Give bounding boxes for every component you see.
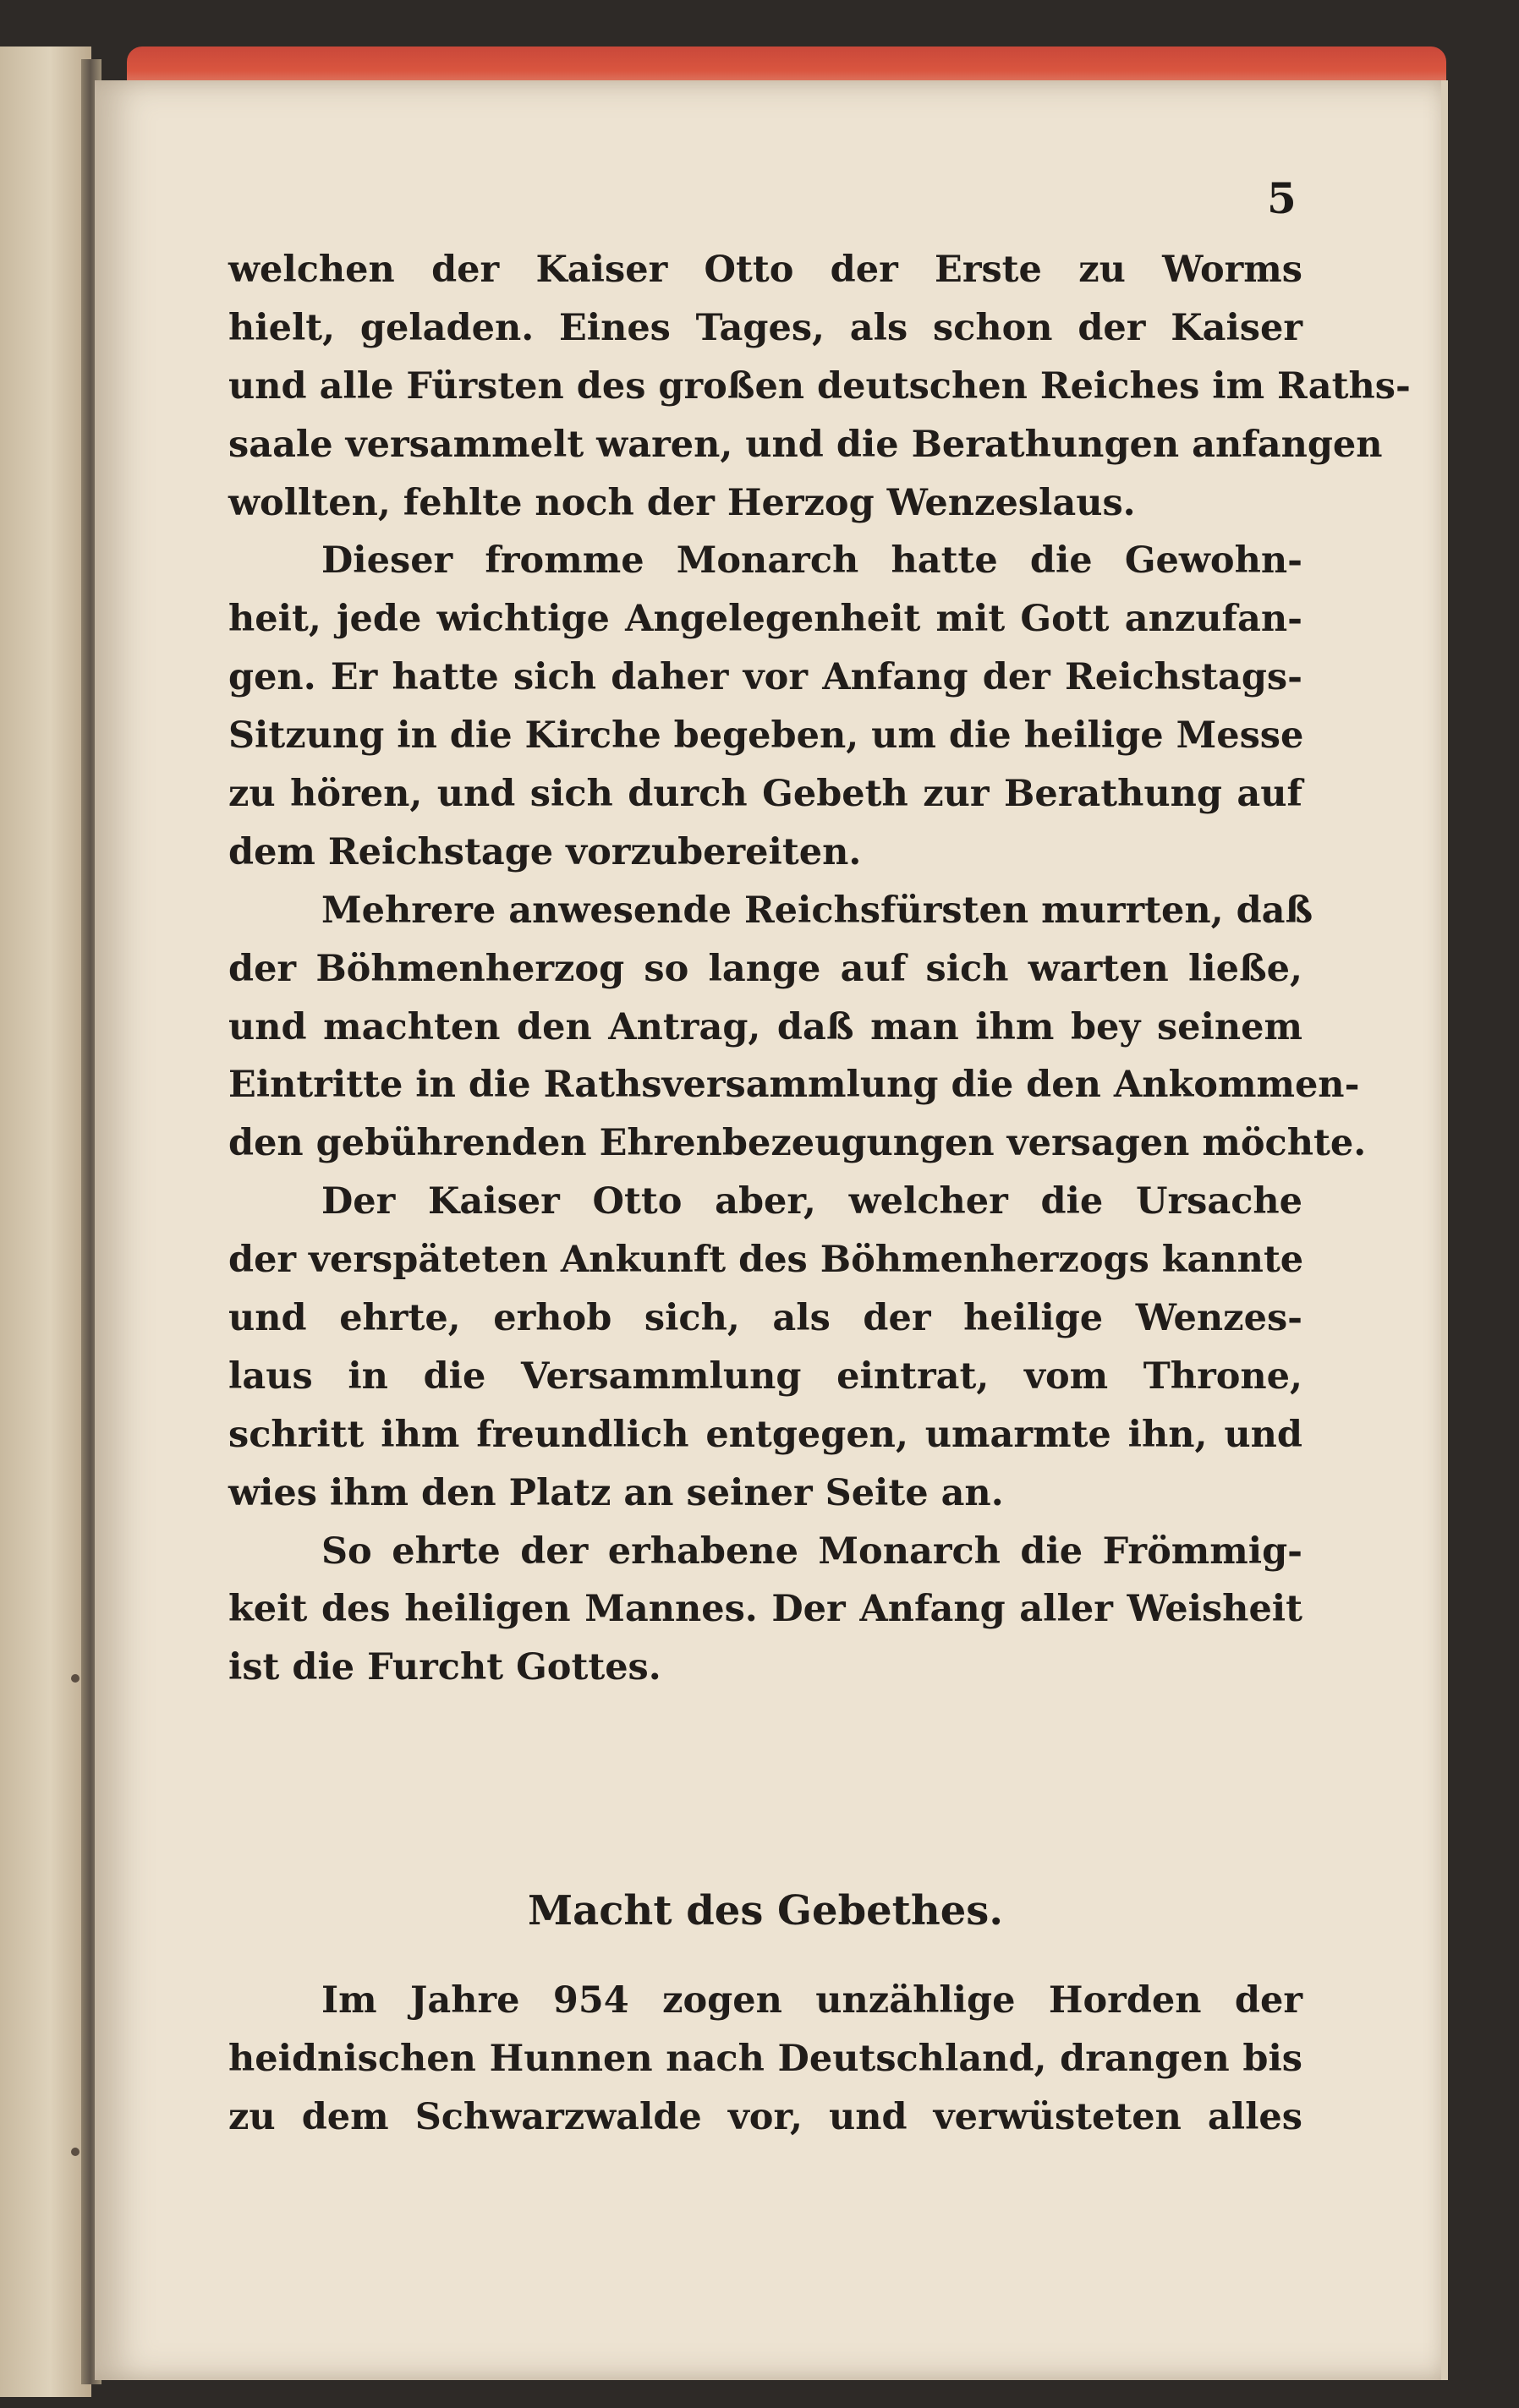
- page-edge: [1441, 80, 1448, 2380]
- text-line: Dieser fromme Monarch hatte die Gewohn-: [321, 539, 1302, 583]
- binding-hole: [71, 2148, 80, 2156]
- text-line: Der Kaiser Otto aber, welcher die Ursache: [321, 1180, 1302, 1223]
- text-line: der verspäteten Ankunft des Böhmenherzogs kannte: [228, 1239, 1304, 1282]
- text-line: und ehrte, erhob sich, als der heilige Wenzes-: [228, 1297, 1302, 1340]
- text-line: schritt ihm freundlich entgegen, umarmte ihn, und: [228, 1413, 1302, 1456]
- text-line: saale versammelt waren, und die Berathungen anfangen: [228, 423, 1383, 466]
- text-line: Mehrere anwesende Reichsfürsten murrten, daß: [321, 889, 1313, 932]
- text-line: laus in die Versammlung eintrat, vom Throne,: [228, 1354, 1302, 1398]
- text-line: und alle Fürsten des großen deutschen Reiches im Raths-: [228, 364, 1411, 408]
- text-line: wies ihm den Platz an seiner Seite an.: [228, 1471, 1004, 1514]
- text-line: zu hören, und sich durch Gebeth zur Berathung auf: [228, 773, 1302, 816]
- text-line: Im Jahre 954 zogen unzählige Horden der: [321, 1979, 1302, 2022]
- text-line: Sitzung in die Kirche begeben, um die heilige Messe: [228, 714, 1304, 758]
- binding-hole: [71, 1674, 80, 1683]
- text-line: wollten, fehlte noch der Herzog Wenzeslaus.: [228, 481, 1136, 524]
- text-line: den gebührenden Ehrenbezeugungen versagen möchte.: [228, 1122, 1367, 1165]
- text-line: welchen der Kaiser Otto der Erste zu Worms: [228, 249, 1302, 291]
- section-title: Macht des Gebethes.: [527, 1887, 1004, 1935]
- text-line: keit des heiligen Mannes. Der Anfang aller Weisheit: [228, 1588, 1302, 1631]
- text-line: hielt, geladen. Eines Tages, als schon der Kaiser: [228, 306, 1302, 349]
- text-line: heit, jede wichtige Angelegenheit mit Gott anzufan-: [228, 598, 1302, 641]
- body-text: [228, 241, 1411, 1697]
- text-line: So ehrte der erhabene Monarch die Frömmig-: [321, 1530, 1302, 1573]
- text-line: und machten den Antrag, daß man ihm bey seinem: [228, 1005, 1302, 1048]
- text-line: der Böhmenherzog so lange auf sich warten ließe,: [228, 947, 1302, 990]
- text-line: zu dem Schwarzwalde vor, und verwüsteten alles: [228, 2095, 1302, 2138]
- text-line: Eintritte in die Rathsversammlung die den Ankommen-: [228, 1064, 1360, 1107]
- left-page-edge: [0, 47, 91, 2397]
- body-text-section: [228, 1972, 1302, 2147]
- text-line: gen. Er hatte sich daher vor Anfang der Reichstags-: [228, 656, 1302, 699]
- text-line: ist die Furcht Gottes.: [228, 1646, 661, 1689]
- page-number: 5: [1267, 173, 1297, 223]
- text-line: heidnischen Hunnen nach Deutschland, drangen bis: [228, 2037, 1302, 2080]
- text-line: dem Reichstage vorzubereiten.: [228, 830, 862, 873]
